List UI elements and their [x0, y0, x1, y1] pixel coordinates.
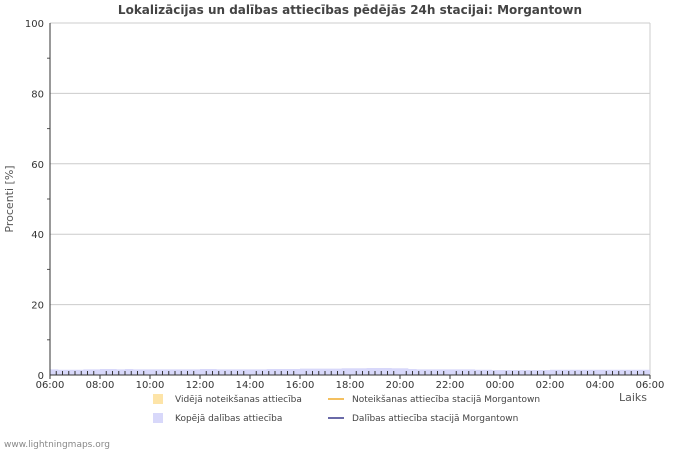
- y-tick-label: 100: [24, 19, 44, 30]
- legend-swatch: [153, 394, 163, 404]
- chart-title: Lokalizācijas un dalības attiecības pēdējās 24h stacijai: Morgantown: [117, 3, 583, 17]
- legend-label: Vidējā noteikšanas attiecība: [175, 395, 302, 405]
- y-tick-label: 60: [31, 159, 44, 171]
- series-area-0: [50, 368, 650, 375]
- y-tick-label: 80: [31, 89, 44, 101]
- x-tick-label: 10:00: [135, 380, 165, 391]
- y-axis-label: Procenti [%]: [3, 165, 16, 233]
- legend: [153, 394, 540, 424]
- x-tick-label: 08:00: [85, 380, 115, 391]
- axes: [47, 23, 650, 379]
- x-tick-label: 02:00: [535, 380, 565, 391]
- x-tick-label: 04:00: [585, 380, 615, 391]
- x-tick-label: 06:00: [35, 380, 65, 391]
- legend-swatch: [153, 413, 163, 423]
- x-tick-label: 14:00: [235, 380, 265, 391]
- x-tick-label: 20:00: [385, 380, 415, 391]
- x-axis-label: Laiks: [618, 391, 647, 404]
- grid: [50, 23, 650, 375]
- x-tick-label: 16:00: [285, 380, 315, 391]
- x-tick-label: 06:00: [635, 380, 665, 391]
- legend-label: Dalības attiecība stacijā Morgantown: [352, 414, 519, 424]
- footer-credit[interactable]: www.lightningmaps.org: [4, 440, 110, 450]
- series-group: [50, 368, 650, 375]
- y-tick-labels: [25, 19, 44, 382]
- y-tick-label: 20: [31, 300, 44, 312]
- y-tick-label: 0: [37, 371, 44, 382]
- x-tick-label: 22:00: [435, 380, 465, 391]
- x-tick-label: 18:00: [335, 380, 365, 391]
- x-tick-labels: [36, 380, 665, 391]
- x-tick-label: 00:00: [485, 380, 515, 391]
- legend-label: Noteikšanas attiecība stacijā Morgantown: [352, 395, 541, 405]
- x-tick-label: 12:00: [185, 380, 215, 391]
- y-tick-label: 40: [31, 230, 44, 242]
- legend-label: Kopējā dalības attiecība: [175, 414, 283, 424]
